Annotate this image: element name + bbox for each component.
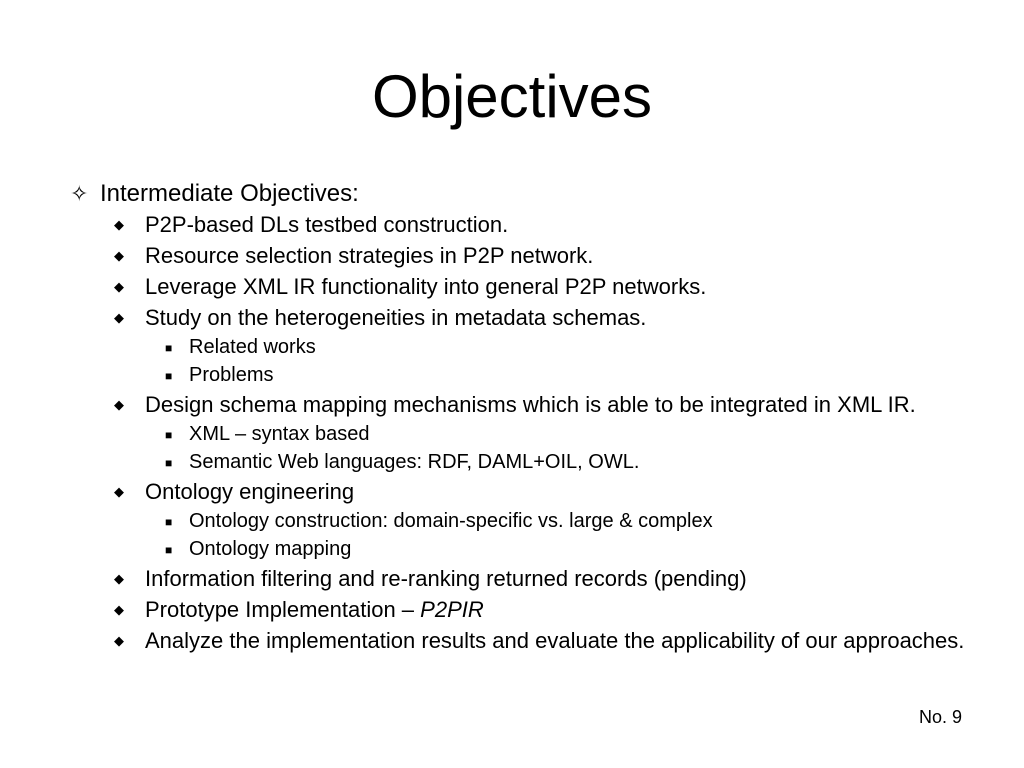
list-item-text: Design schema mapping mechanisms which is able to be integrated in XML IR. bbox=[145, 392, 916, 417]
diamond-bullet-icon: ◆ bbox=[114, 633, 124, 648]
list-item-text: Resource selection strategies in P2P network. bbox=[145, 243, 594, 268]
list-item-text: Analyze the implementation results and evaluate the applicability of our approaches. bbox=[145, 628, 965, 653]
sub-list-item bbox=[60, 535, 970, 563]
diamond-bullet-icon: ◆ bbox=[114, 217, 124, 232]
list-item bbox=[60, 476, 970, 507]
sub-list-item bbox=[60, 333, 970, 361]
diamond-bullet-icon: ◆ bbox=[114, 279, 124, 294]
list-item bbox=[60, 302, 970, 333]
list-item bbox=[60, 563, 970, 594]
sub-list-item-text: Semantic Web languages: RDF, DAML+OIL, OWL. bbox=[189, 451, 640, 473]
square-bullet-icon: ■ bbox=[165, 543, 173, 557]
diamond-bullet-icon: ◆ bbox=[114, 397, 124, 412]
page-number: No. 9 bbox=[918, 707, 962, 727]
list-item-text: Study on the heterogeneities in metadata schemas. bbox=[145, 305, 647, 330]
list-item bbox=[60, 209, 970, 240]
list-item bbox=[60, 594, 970, 625]
sub-list-item bbox=[60, 448, 970, 476]
diamond-bullet-icon: ◆ bbox=[114, 310, 124, 325]
four-point-star-outline-icon: ✧ bbox=[70, 181, 89, 206]
diamond-bullet-icon: ◆ bbox=[114, 602, 124, 617]
diamond-bullet-icon: ◆ bbox=[114, 571, 124, 586]
prototype-name: P2PIR bbox=[420, 597, 484, 622]
square-bullet-icon: ■ bbox=[165, 428, 173, 442]
square-bullet-icon: ■ bbox=[165, 369, 173, 383]
list-item bbox=[60, 240, 970, 271]
list-item bbox=[60, 271, 970, 302]
list-item-text: P2P-based DLs testbed construction. bbox=[145, 212, 509, 237]
sub-list-item-text: Related works bbox=[189, 336, 316, 358]
square-bullet-icon: ■ bbox=[165, 341, 173, 355]
slide-title: Objectives bbox=[371, 63, 653, 130]
sub-list-item bbox=[60, 420, 970, 448]
outline-heading-text: Intermediate Objectives: bbox=[100, 180, 359, 207]
square-bullet-icon: ■ bbox=[165, 515, 173, 529]
sub-list-item bbox=[60, 361, 970, 389]
list-item bbox=[60, 389, 970, 420]
sub-list-item bbox=[60, 507, 970, 535]
diamond-bullet-icon: ◆ bbox=[114, 484, 124, 499]
list-item-text: Prototype Implementation – bbox=[145, 597, 421, 622]
list-item-text: Information filtering and re-ranking returned records (pending) bbox=[145, 566, 747, 591]
outline-heading bbox=[60, 179, 970, 209]
list-item-text: Ontology engineering bbox=[145, 479, 355, 504]
sub-list-item-text: Problems bbox=[189, 364, 274, 386]
square-bullet-icon: ■ bbox=[165, 456, 173, 470]
sub-list-item-text: Ontology construction: domain-specific vs. large & complex bbox=[189, 510, 713, 532]
list-item bbox=[60, 625, 970, 656]
list-item-text: Leverage XML IR functionality into general P2P networks. bbox=[145, 274, 707, 299]
sub-list-item-text: XML – syntax based bbox=[189, 423, 370, 445]
diamond-bullet-icon: ◆ bbox=[114, 248, 124, 263]
sub-list-item-text: Ontology mapping bbox=[189, 538, 352, 560]
slide-content bbox=[60, 179, 970, 656]
